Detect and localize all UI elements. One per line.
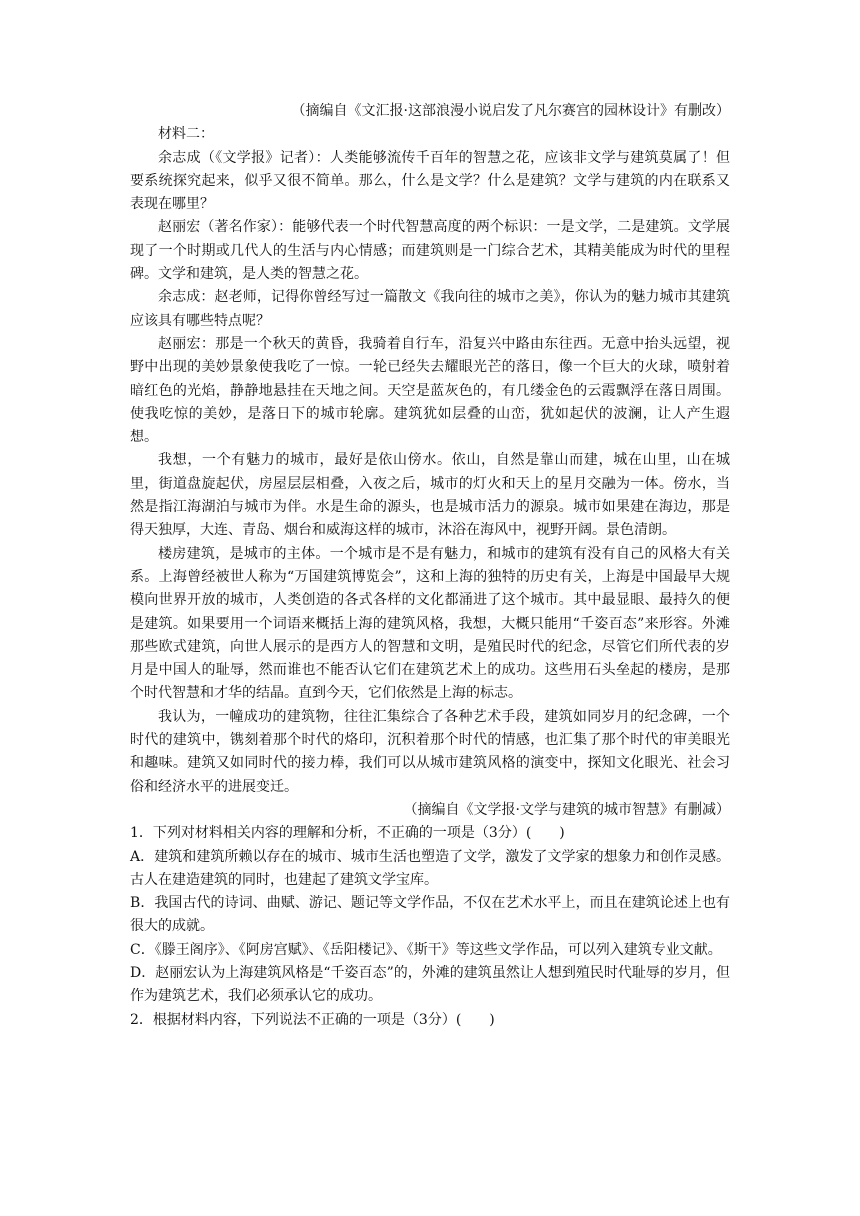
paragraph-3: 余志成：赵老师，记得你曾经写过一篇散文《我向往的城市之美》，你认为的魅力城市其建筑应该具有哪些特点呢？ [130, 289, 730, 329]
question-2: 2．根据材料内容，下列说法不正确的一项是（3分）( ) [130, 1011, 495, 1028]
paragraph-5: 我想，一个有魅力的城市，最好是依山傍水。依山，自然是靠山而建，城在山里，山在城里，街道盘旋起伏，房屋层层相叠，入夜之后，城市的灯火和天上的星月交融为一体。傍水，当然是指江海湖泊与城市为伴。水是生命的源头，也是城市活力的源泉。城市如果建在海边，那是得天独厚，大连、青岛、烟台和威海这样的城市，沐浴在海风中，视野开阔。景色清朗。 [130, 452, 730, 539]
document-page [130, 100, 730, 1032]
paragraph-6: 楼房建筑，是城市的主体。一个城市是不是有魅力，和城市的建筑有没有自己的风格大有关系。上海曾经被世人称为“万国建筑博览会”，这和上海的独特的历史有关，上海是中国最早大规模向世界开放的城市，人类创造的各式各样的文化都涌进了这个城市。其中最显眼、最持久的便是建筑。如果要用一个词语来概括上海的建筑风格，我想，大概只能用“千姿百态”来形容。外滩那些欧式建筑，向世人展示的是西方人的智慧和文明，是殖民时代的纪念，尽管它们所代表的岁月是中国人的耻辱，然而谁也不能否认它们在建筑艺术上的成功。这些用石头垒起的楼房，是那个时代智慧和才华的结晶。直到今天，它们依然是上海的标志。 [130, 545, 730, 702]
question-1-option-d: D．赵丽宏认为上海建筑风格是“千姿百态”的，外滩的建筑虽然让人想到殖民时代耻辱的岁月，但作为建筑艺术，我们必须承认它的成功。 [130, 964, 730, 1005]
section-heading-material-2: 材料二： [158, 126, 214, 143]
question-1-option-c: C．《滕王阁序》、《阿房宫赋》、《岳阳楼记》、《斯干》等这些文学作品，可以列入建筑专业文献。 [130, 941, 722, 958]
source-citation-2: （摘编自《文学报·文学与建筑的城市智慧》有删减） [403, 801, 730, 818]
source-citation-1: （摘编自《文汇报·这部浪漫小说启发了凡尔赛宫的园林设计》有删改） [291, 103, 730, 119]
paragraph-2: 赵丽宏（著名作家）：能够代表一个时代智慧高度的两个标识：一是文学，二是建筑。文学展现了一个时期或几代人的生活与内心情感；而建筑则是一门综合艺术，其精美能成为时代的里程碑。文学和建筑，是人类的智慧之花。 [130, 219, 730, 283]
paragraph-7: 我认为，一幢成功的建筑物，往往汇集综合了各种艺术手段，建筑如同岁月的纪念碑，一个时代的建筑中，镌刻着那个时代的烙印，沉积着那个时代的情感，也汇集了那个时代的审美眼光和趣味。建筑又如同时代的接力棒，我们可以从城市建筑风格的演变中，探知文化眼光、社会习俗和经济水平的进展变迁。 [130, 708, 730, 795]
paragraph-4: 赵丽宏：那是一个秋天的黄昏，我骑着自行车，沿复兴中路由东往西。无意中抬头远望，视野中出现的美妙景象使我吃了一惊。一轮已经失去耀眼光芒的落日，像一个巨大的火球，喷射着暗红色的光焰，静静地悬挂在天地之间。天空是蓝灰色的，有几缕金色的云霞飘浮在落日周围。使我吃惊的美妙，是落日下的城市轮廓。建筑犹如层叠的山峦，犹如起伏的波澜，让人产生遐想。 [130, 335, 730, 446]
question-1-option-a: A．建筑和建筑所赖以存在的城市、城市生活也塑造了文学，激发了文学家的想象力和创作灵感。古人在建造建筑的同时，也建起了建筑文学宝库。 [130, 848, 730, 888]
question-1: 1．下列对材料相关内容的理解和分析，不正确的一项是（3分）( ) [130, 825, 565, 842]
paragraph-1: 余志成（《文学报》记者）：人类能够流传千百年的智慧之花，应该非文学与建筑莫属了！但要系统探究起来，似乎又很不简单。那么，什么是文学？什么是建筑？文学与建筑的内在联系又表现在哪里？ [130, 149, 730, 213]
question-1-option-b: B．我国古代的诗词、曲赋、游记、题记等文学作品，不仅在艺术水平上，而且在建筑论述上也有很大的成就。 [130, 895, 730, 935]
